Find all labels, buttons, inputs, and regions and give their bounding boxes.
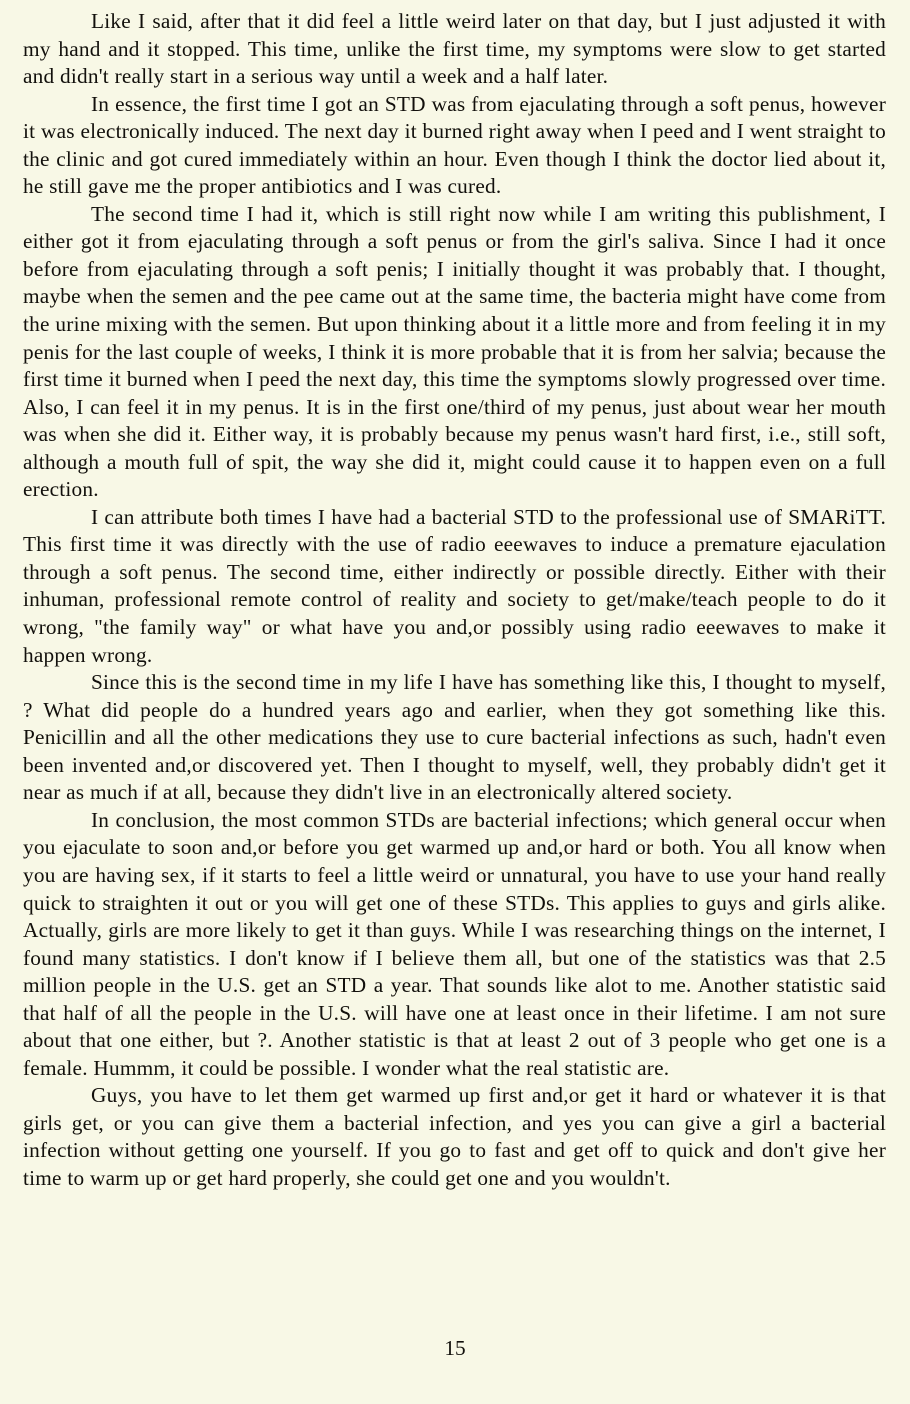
page-body-text <box>23 8 886 1193</box>
paragraph: I can attribute both times I have had a bacterial STD to the professional use of SMARiTT. This first time it was directly with the use of radio eeewaves to induce a premature ejaculation through a soft penus. The second time, either indirectly or possible directly. Either with their inhuman, professional remote control of reality and society to get/make/teach people to do it wrong, "the family way" or what have you and,or possibly using radio eeewaves to make it happen wrong. <box>23 504 886 667</box>
paragraph: Like I said, after that it did feel a little weird later on that day, but I just adjusted it with my hand and it stopped. This time, unlike the first time, my symptoms were slow to get started and didn't really start in a serious way until a week and a half later. <box>23 9 886 89</box>
paragraph: Since this is the second time in my life I have has something like this, I thought to myself, ? What did people do a hundred years ago and earlier, when they got something like this. Penicillin and all the other medications they use to cure bacterial infections as such, hadn't even been invented and,or discovered yet. Then I thought to myself, well, they probably didn't get it near as much if at all, because they didn't live in an electronically altered society. <box>23 670 886 805</box>
page-number: 15 <box>444 1336 466 1360</box>
paragraph: The second time I had it, which is still right now while I am writing this publishment, I either got it from ejaculating through a soft penus or from the girl's saliva. Since I had it once before from ejaculating through a soft penis; I initially thought it was probably that. I thought, maybe when the semen and the pee came out at the same time, the bacteria might have come from the urine mixing with the semen. But upon thinking about it a little more and from feeling it in my penis for the last couple of weeks, I think it is more probable that it is from her salvia; because the first time it burned when I peed the next day, this time the symptoms slowly progressed over time. Also, I can feel it in my penus. It is in the first one/third of my penus, just about wear her mouth was when she did it. Either way, it is probably because my penus wasn't hard first, i.e., still soft, although a mouth full of spit, the way she did it, might could cause it to happen even on a full erection. <box>23 201 886 502</box>
paragraph: In essence, the first time I got an STD was from ejaculating through a soft penus, however it was electronically induced. The next day it burned right away when I peed and I went straight to the clinic and got cured immediately within an hour. Even though I think the doctor lied about it, he still gave me the proper antibiotics and I was cured. <box>23 91 886 199</box>
paragraph: Guys, you have to let them get warmed up first and,or get it hard or whatever it is that girls get, or you can give them a bacterial infection, and yes you can give a girl a bacterial infection without getting one yourself. If you go to fast and get off to quick and don't give her time to warm up or get hard properly, she could get one and you wouldn't. <box>23 1083 886 1190</box>
paragraph: In conclusion, the most common STDs are bacterial infections; which general occur when you ejaculate to soon and,or before you get warmed up and,or hard or both. You all know when you are having sex, if it starts to feel a little weird or unnatural, you have to use your hand really quick to straighten it out or you will get one of these STDs. This applies to guys and girls alike. Actually, girls are more likely to get it than guys. While I was researching things on the internet, I found many statistics. I don't know if I believe them all, but one of the statistics was that 2.5 million people in the U.S. get an STD a year. That sounds like alot to me. Another statistic said that half of all the people in the U.S. will have one at least once in their lifetime. I am not sure about that one either, but ?. Another statistic is that at least 2 out of 3 people who get one is a female. Hummm, it could be possible. I wonder what the real statistic are. <box>23 807 886 1080</box>
